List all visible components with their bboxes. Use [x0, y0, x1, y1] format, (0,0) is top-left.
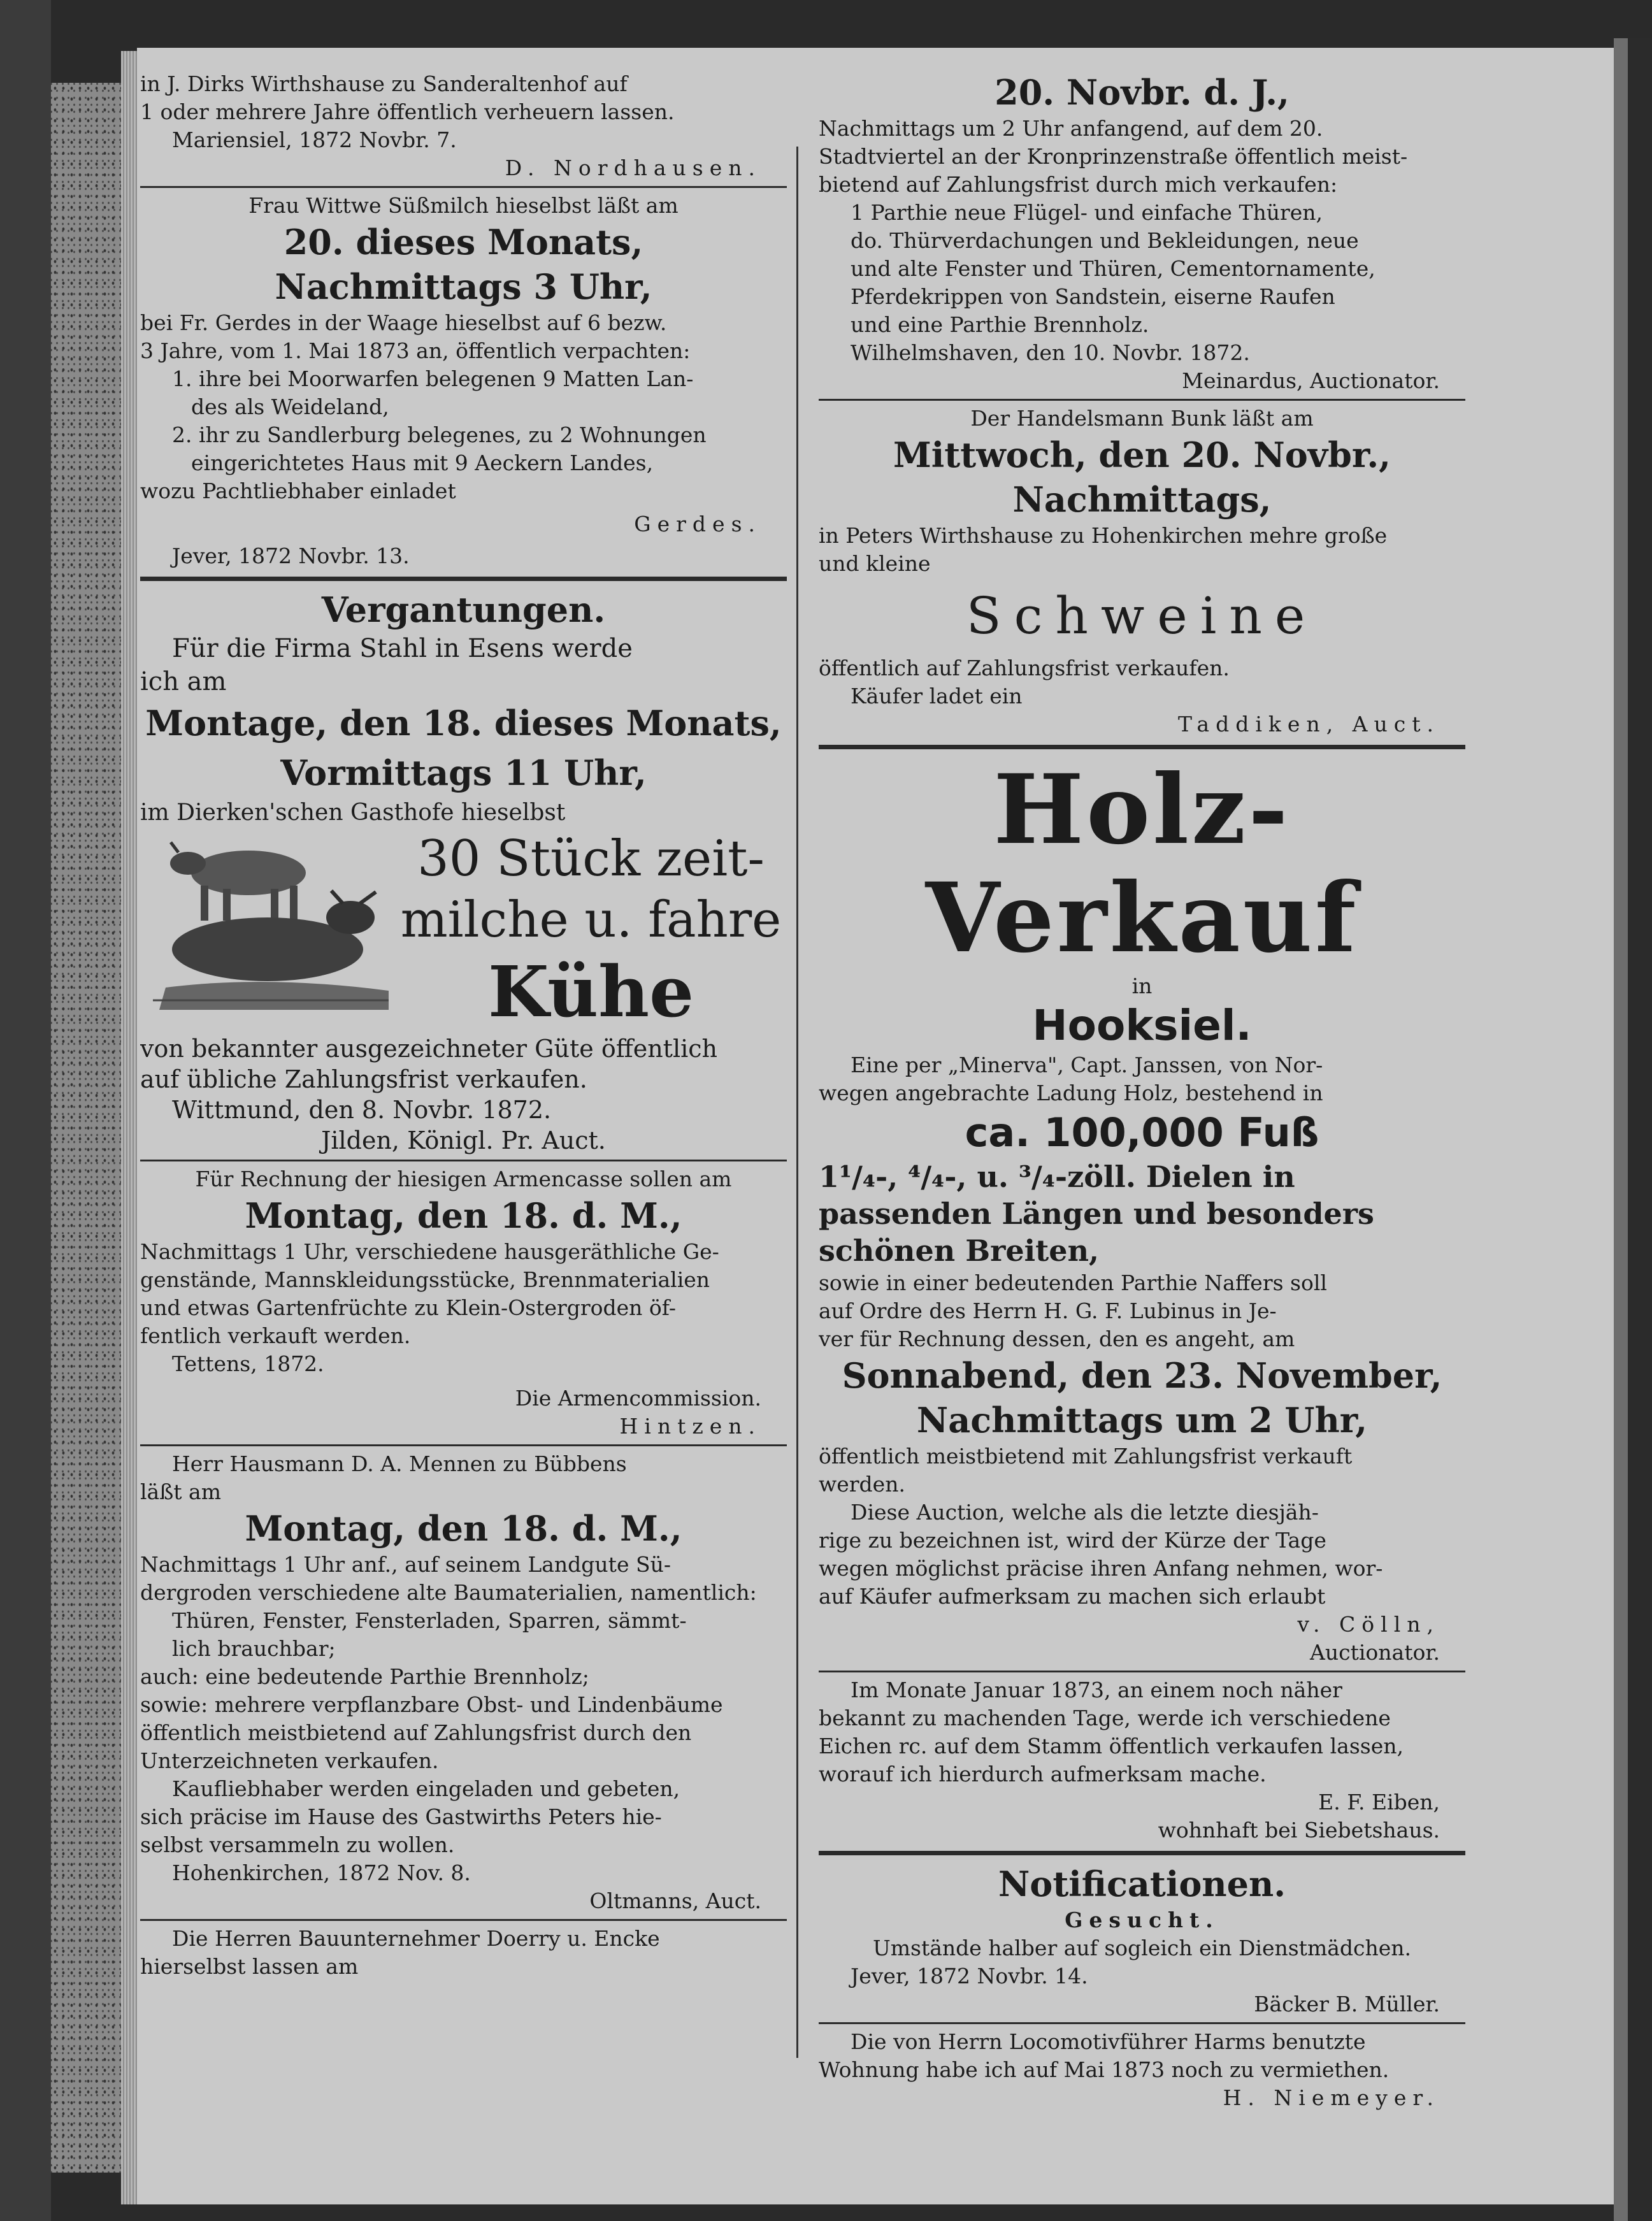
- schweine-heading: Schweine: [966, 586, 1318, 645]
- text-line: Käufer ladet ein: [851, 684, 1023, 708]
- separator: [140, 1919, 787, 1921]
- text-line: in Peters Wirthshause zu Hohenkirchen mehre große: [819, 523, 1388, 548]
- text-line: lich brauchbar;: [172, 1636, 336, 1661]
- notice-signature: E. F. Eiben,: [1318, 1790, 1440, 1815]
- text-line: Diese Auction, welche als die letzte diesjäh-: [851, 1500, 1319, 1525]
- text-line: Pferdekrippen von Sandstein, eiserne Raufen: [851, 284, 1335, 309]
- text-line: Stadtviertel an der Kronprinzenstraße öffentlich meist-: [819, 144, 1408, 169]
- left-column: [140, 70, 787, 1981]
- text-line: auf Käufer aufmerksam zu machen sich erlaubt: [819, 1584, 1326, 1609]
- notice-signature: Meinardus, Auctionator.: [1182, 368, 1440, 393]
- cow-offer-text: [395, 828, 787, 1033]
- scan-background-right: [1614, 38, 1652, 2221]
- separator-thick: [819, 745, 1465, 749]
- text-line: Für die Firma Stahl in Esens werde: [172, 634, 633, 663]
- text-line: wegen möglichst präcise ihren Anfang nehmen, wor-: [819, 1556, 1383, 1581]
- text-line: Nachmittags um 2 Uhr anfangend, auf dem 20.: [819, 116, 1323, 141]
- text-line: 1 Parthie neue Flügel- und einfache Thüren,: [851, 200, 1323, 225]
- separator: [819, 399, 1465, 401]
- notice-signature: Oltmanns, Auct.: [589, 1888, 761, 1913]
- text-line: läßt am: [140, 1479, 221, 1504]
- section-heading: Vergantungen.: [321, 589, 606, 630]
- notice-meinardus: [819, 70, 1465, 395]
- section-heading: Notificationen.: [998, 1864, 1286, 1904]
- notice-signature: Jilden, Königl. Pr. Auct.: [321, 1126, 606, 1154]
- notice-date: 20. dieses Monats,: [284, 222, 643, 262]
- right-column: [819, 70, 1465, 2112]
- text-line: des als Weideland,: [191, 394, 389, 419]
- notice-time: Vormittags 11 Uhr,: [280, 752, 647, 793]
- notice-suessmilch: [140, 192, 787, 570]
- separator: [140, 1160, 787, 1161]
- text-line: Die von Herrn Locomotivführer Harms benutzte: [851, 2029, 1366, 2054]
- wood-amount: ca. 100,000 Fuß: [965, 1109, 1319, 1156]
- separator-thick: [819, 1851, 1465, 1855]
- text-line: Herr Hausmann D. A. Mennen zu Bübbens: [172, 1451, 627, 1476]
- book-edge-speckled: [51, 83, 121, 2173]
- notice-notificationen: [819, 1862, 1465, 2018]
- cow-illustration-row: [140, 828, 787, 1033]
- text-line: selbst versammeln zu wollen.: [140, 1832, 455, 1857]
- notice-place-date: Wittmund, den 8. Novbr. 1872.: [172, 1096, 552, 1124]
- notice-place-date: Hohenkirchen, 1872 Nov. 8.: [172, 1860, 471, 1885]
- notice-date: 20. Novbr. d. J.,: [995, 72, 1289, 113]
- text-line: bei Fr. Gerdes in der Waage hieselbst auf 6 bezw.: [140, 310, 667, 335]
- text-line: Nachmittags 1 Uhr, verschiedene hausgeräthliche Ge-: [140, 1239, 719, 1264]
- text-line: 1¹/₄-, ⁴/₄-, u. ³/₄-zöll. Dielen in: [819, 1160, 1295, 1194]
- text-line: in J. Dirks Wirthshause zu Sanderaltenhof auf: [140, 71, 628, 96]
- text-line: in: [1131, 974, 1153, 998]
- text-line: schönen Breiten,: [819, 1233, 1100, 1268]
- notice-intro: Der Handelsmann Bunk läßt am: [970, 406, 1314, 431]
- text-line: 1. ihre bei Moorwarfen belegenen 9 Matten Lan-: [172, 366, 694, 391]
- text-line: Wohnung habe ich auf Mai 1873 noch zu vermiethen.: [819, 2057, 1390, 2082]
- text-line: und kleine: [819, 551, 931, 576]
- text-line: und alte Fenster und Thüren, Cementornamente,: [851, 256, 1375, 281]
- notice-intro: Frau Wittwe Süßmilch hieselbst läßt am: [248, 193, 679, 218]
- cow-offer-kuehe: Kühe: [487, 951, 694, 1033]
- scan-background-left: [0, 0, 51, 2221]
- text-line: Thüren, Fenster, Fensterladen, Sparren, sämmt-: [172, 1608, 687, 1633]
- separator-thick: [140, 577, 787, 581]
- notice-nordhausen: [140, 70, 787, 182]
- cow-offer-line: 30 Stück zeit-: [417, 830, 765, 888]
- text-line: sich präcise im Hause des Gastwirths Peters hie-: [140, 1804, 662, 1829]
- text-line: Unterzeichneten verkaufen.: [140, 1748, 439, 1773]
- sub-heading: Gesucht.: [1065, 1908, 1219, 1932]
- notice-bunk: [819, 405, 1465, 738]
- notice-signature: D. Nordhausen.: [505, 155, 761, 180]
- notice-signature: wohnhaft bei Siebetshaus.: [1158, 1818, 1440, 1843]
- notice-place-date: Jever, 1872 Novbr. 14.: [851, 1964, 1088, 1988]
- text-line: rige zu bezeichnen ist, wird der Kürze der Tage: [819, 1528, 1326, 1553]
- text-line: eingerichtetes Haus mit 9 Aeckern Landes,: [191, 450, 654, 475]
- notice-date: Montage, den 18. dieses Monats,: [145, 703, 782, 744]
- text-line: Eine per „Minerva", Capt. Janssen, von Nor-: [851, 1053, 1323, 1077]
- text-line: ich am: [140, 667, 227, 696]
- text-line: worauf ich hierdurch aufmerksam mache.: [819, 1762, 1267, 1786]
- separator: [140, 186, 787, 188]
- text-line: 2. ihr zu Sandlerburg belegenes, zu 2 Wohnungen: [172, 422, 707, 447]
- notice-signature: Auctionator.: [1310, 1640, 1440, 1665]
- text-line: genstände, Mannskleidungsstücke, Brennmaterialien: [140, 1267, 710, 1292]
- text-line: 3 Jahre, vom 1. Mai 1873 an, öffentlich verpachten:: [140, 338, 691, 363]
- separator: [140, 1444, 787, 1446]
- notice-intro: Für Rechnung der hiesigen Armencasse sollen am: [195, 1167, 732, 1191]
- text-line: sowie: mehrere verpflanzbare Obst- und Lindenbäume: [140, 1692, 723, 1717]
- text-line: werden.: [819, 1472, 905, 1497]
- notice-signature: Gerdes.: [634, 512, 761, 536]
- notice-date: Mittwoch, den 20. Novbr.,: [893, 435, 1391, 475]
- text-line: Die Herren Bauunternehmer Doerry u. Encke: [172, 1926, 660, 1951]
- notice-time: Nachmittags um 2 Uhr,: [916, 1400, 1368, 1441]
- holz-verkauf-heading: Holz-Verkauf: [925, 754, 1359, 974]
- text-line: Eichen rc. auf dem Stamm öffentlich verkaufen lassen,: [819, 1734, 1404, 1758]
- notice-eiben: [819, 1676, 1465, 1844]
- notice-time: Nachmittags,: [1012, 479, 1272, 520]
- text-line: fentlich verkauft werden.: [140, 1323, 411, 1348]
- text-line: und eine Parthie Brennholz.: [851, 312, 1149, 337]
- text-line: Im Monate Januar 1873, an einem noch näher: [851, 1678, 1342, 1702]
- column-divider: [796, 147, 798, 2058]
- notice-date: Montag, den 18. d. M.,: [245, 1508, 682, 1549]
- notice-vergantungen: [140, 587, 787, 1156]
- text-line: im Dierken'schen Gasthofe hieselbst: [140, 800, 566, 826]
- text-line: wegen angebrachte Ladung Holz, bestehend in: [819, 1081, 1323, 1105]
- text-line: bekannt zu machenden Tage, werde ich verschiedene: [819, 1706, 1391, 1730]
- notice-signature: H. Niemeyer.: [1223, 2085, 1440, 2110]
- text-line: Kaufliebhaber werden eingeladen und gebeten,: [172, 1776, 680, 1801]
- text-line: öffentlich auf Zahlungsfrist verkaufen.: [819, 656, 1230, 680]
- notice-signature: Taddiken, Auct.: [1177, 712, 1440, 737]
- text-line: passenden Längen und besonders: [819, 1197, 1374, 1231]
- notice-niemeyer: [819, 2028, 1465, 2112]
- text-line: Nachmittags 1 Uhr anf., auf seinem Landgute Sü-: [140, 1552, 671, 1577]
- notice-holz-verkauf: [819, 756, 1465, 1667]
- text-line: ver für Rechnung dessen, den es angeht, am: [819, 1326, 1295, 1351]
- text-line: hierselbst lassen am: [140, 1954, 359, 1979]
- text-line: und etwas Gartenfrüchte zu Klein-Ostergroden öf-: [140, 1295, 676, 1320]
- text-line: öffentlich meistbietend mit Zahlungsfrist verkauft: [819, 1444, 1353, 1469]
- page-stack-edge: [121, 51, 137, 2204]
- text-line: bietend auf Zahlungsfrist durch mich verkaufen:: [819, 172, 1338, 197]
- text-line: wozu Pachtliebhaber einladet: [140, 478, 456, 503]
- notice-date: Sonnabend, den 23. November,: [842, 1355, 1442, 1396]
- hooksiel-heading: Hooksiel.: [1032, 1001, 1252, 1050]
- notice-mennen: [140, 1450, 787, 1915]
- cow-offer-line: milche u. fahre: [400, 891, 782, 949]
- separator: [819, 1671, 1465, 1672]
- notice-place-date: Wilhelmshaven, den 10. Novbr. 1872.: [851, 340, 1250, 365]
- cows-illustration: [140, 828, 395, 1019]
- text-line: von bekannter ausgezeichneter Güte öffentlich: [140, 1035, 718, 1063]
- separator: [819, 2022, 1465, 2024]
- text-line: do. Thürverdachungen und Bekleidungen, neue: [851, 228, 1359, 253]
- text-line: sowie in einer bedeutenden Parthie Naffers soll: [819, 1270, 1327, 1295]
- text-line: auf Ordre des Herrn H. G. F. Lubinus in Je-: [819, 1298, 1277, 1323]
- notice-place-date: Mariensiel, 1872 Novbr. 7.: [172, 127, 457, 152]
- text-line: öffentlich meistbietend auf Zahlungsfrist durch den: [140, 1720, 692, 1745]
- notice-place-date: Tettens, 1872.: [172, 1351, 324, 1376]
- notice-place-date: Jever, 1872 Novbr. 13.: [172, 543, 410, 568]
- text-line: auch: eine bedeutende Parthie Brennholz;: [140, 1664, 589, 1689]
- notice-time: Nachmittags 3 Uhr,: [275, 266, 652, 307]
- notice-signature: Hintzen.: [619, 1414, 761, 1439]
- text-line: 1 oder mehrere Jahre öffentlich verheuern lassen.: [140, 99, 675, 124]
- text-line: Umstände halber auf sogleich ein Dienstmädchen.: [872, 1936, 1412, 1960]
- notice-doerry-encke: [140, 1925, 787, 1981]
- notice-armencasse: [140, 1165, 787, 1441]
- notice-signature: Die Armencommission.: [515, 1386, 761, 1411]
- notice-signature: Bäcker B. Müller.: [1254, 1992, 1440, 2016]
- notice-date: Montag, den 18. d. M.,: [245, 1195, 682, 1236]
- notice-signature: v. Cölln,: [1297, 1612, 1440, 1637]
- text-line: auf übliche Zahlungsfrist verkaufen.: [140, 1065, 587, 1093]
- text-line: dergroden verschiedene alte Baumaterialien, namentlich:: [140, 1580, 757, 1605]
